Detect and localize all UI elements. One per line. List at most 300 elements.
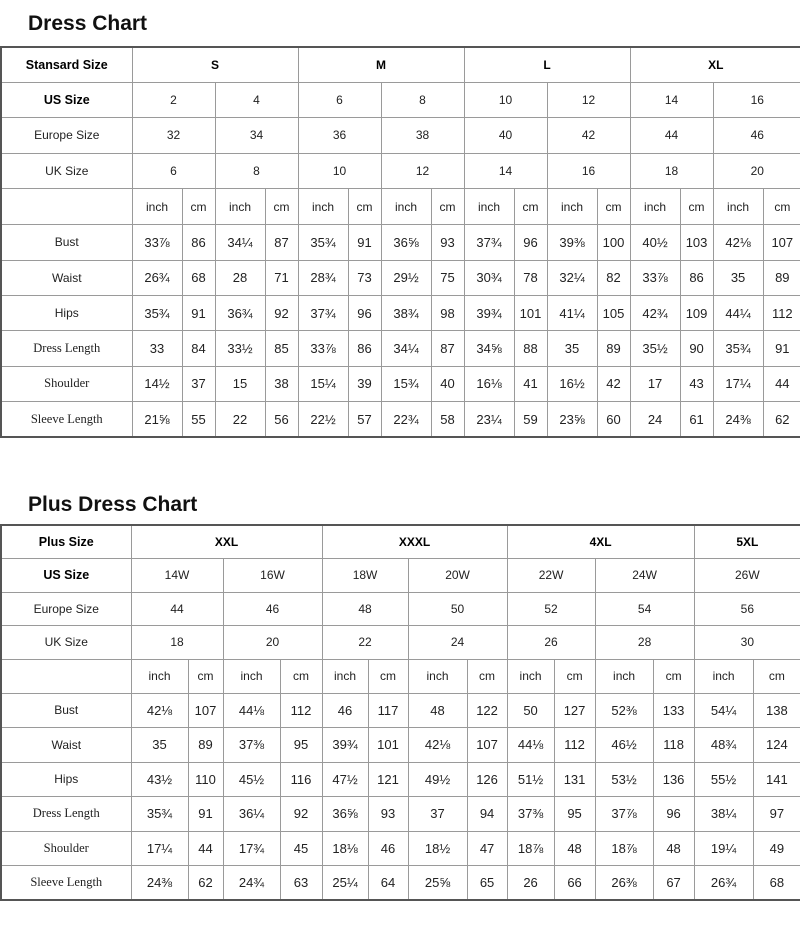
uk-size-row	[1, 153, 800, 188]
value-cm: 90	[680, 331, 713, 366]
size-group-header: XXXL	[322, 525, 507, 559]
value-inch: 49½	[408, 762, 467, 797]
value-inch: 28	[215, 260, 265, 295]
value-cm: 44	[763, 366, 800, 401]
value-cm: 84	[182, 331, 215, 366]
value-cm: 105	[597, 296, 630, 331]
value-inch: 28¾	[298, 260, 348, 295]
unit-cm: cm	[431, 188, 464, 224]
value-cm: 87	[265, 225, 298, 260]
value-inch: 34⅝	[464, 331, 514, 366]
value-inch: 33⅞	[630, 260, 680, 295]
unit-cm: cm	[597, 188, 630, 224]
value-inch: 37¾	[464, 225, 514, 260]
value-inch: 22½	[298, 402, 348, 437]
uk-size-value: 16	[547, 153, 630, 188]
value-inch: 17	[630, 366, 680, 401]
value-cm: 92	[265, 296, 298, 331]
value-cm: 96	[514, 225, 547, 260]
value-inch: 24¾	[223, 866, 280, 901]
value-cm: 118	[653, 728, 694, 763]
value-inch: 35	[713, 260, 763, 295]
us-size-row	[1, 82, 800, 117]
value-cm: 39	[348, 366, 381, 401]
value-inch: 33	[132, 331, 182, 366]
unit-cm: cm	[554, 659, 595, 693]
value-cm: 66	[554, 866, 595, 901]
value-cm: 110	[188, 762, 223, 797]
value-cm: 133	[653, 693, 694, 728]
value-inch: 40½	[630, 225, 680, 260]
value-inch: 44¼	[713, 296, 763, 331]
unit-inch: inch	[464, 188, 514, 224]
size-group-row	[1, 47, 800, 82]
europe-size-value: 56	[694, 592, 800, 626]
europe-size-row	[1, 118, 800, 153]
unit-inch: inch	[132, 188, 182, 224]
measure-row-waist	[1, 260, 800, 295]
unit-cm: cm	[188, 659, 223, 693]
uk-size-value: 14	[464, 153, 547, 188]
us-size-value: 6	[298, 82, 381, 117]
us-size-value: 2	[132, 82, 215, 117]
value-cm: 64	[368, 866, 408, 901]
europe-size-label: Europe Size	[1, 118, 132, 153]
value-inch: 42⅛	[713, 225, 763, 260]
unit-inch: inch	[131, 659, 188, 693]
value-inch: 36⅝	[381, 225, 431, 260]
value-cm: 89	[763, 260, 800, 295]
unit-cm: cm	[265, 188, 298, 224]
value-cm: 97	[753, 797, 800, 832]
value-cm: 75	[431, 260, 464, 295]
value-inch: 38¼	[694, 797, 753, 832]
us-size-value: 14W	[131, 559, 223, 593]
unit-inch: inch	[595, 659, 653, 693]
value-cm: 57	[348, 402, 381, 437]
value-inch: 39⅜	[547, 225, 597, 260]
uk-size-value: 6	[132, 153, 215, 188]
value-inch: 42⅛	[131, 693, 188, 728]
measure-label: Shoulder	[1, 831, 131, 866]
value-cm: 91	[763, 331, 800, 366]
size-group-header: 4XL	[507, 525, 694, 559]
us-size-label: US Size	[1, 82, 132, 117]
value-inch: 45½	[223, 762, 280, 797]
value-inch: 33⅞	[132, 225, 182, 260]
value-inch: 16⅛	[464, 366, 514, 401]
unit-inch: inch	[223, 659, 280, 693]
value-cm: 136	[653, 762, 694, 797]
value-inch: 34¼	[381, 331, 431, 366]
unit-cm: cm	[280, 659, 322, 693]
value-cm: 82	[597, 260, 630, 295]
value-inch: 17¼	[131, 831, 188, 866]
value-cm: 45	[280, 831, 322, 866]
uk-size-row	[1, 626, 800, 660]
measure-label: Waist	[1, 728, 131, 763]
value-inch: 50	[507, 693, 554, 728]
europe-size-value: 48	[322, 592, 408, 626]
value-cm: 116	[280, 762, 322, 797]
value-inch: 15¼	[298, 366, 348, 401]
europe-size-value: 32	[132, 118, 215, 153]
measure-label: Sleeve Length	[1, 402, 132, 437]
value-cm: 42	[597, 366, 630, 401]
value-cm: 100	[597, 225, 630, 260]
us-size-value: 4	[215, 82, 298, 117]
us-size-value: 24W	[595, 559, 694, 593]
value-inch: 30¾	[464, 260, 514, 295]
value-inch: 41¼	[547, 296, 597, 331]
unit-cm: cm	[514, 188, 547, 224]
unit-row-label	[1, 659, 131, 693]
value-inch: 26	[507, 866, 554, 901]
value-inch: 22	[215, 402, 265, 437]
value-cm: 37	[182, 366, 215, 401]
unit-cm: cm	[680, 188, 713, 224]
value-inch: 46½	[595, 728, 653, 763]
value-cm: 91	[348, 225, 381, 260]
value-cm: 91	[182, 296, 215, 331]
value-inch: 18⅞	[595, 831, 653, 866]
dress-chart-title: Dress Chart	[28, 12, 148, 35]
size-group-header: M	[298, 47, 464, 82]
value-cm: 62	[188, 866, 223, 901]
value-inch: 48	[408, 693, 467, 728]
uk-size-value: 18	[630, 153, 713, 188]
europe-size-value: 36	[298, 118, 381, 153]
value-cm: 71	[265, 260, 298, 295]
uk-size-value: 18	[131, 626, 223, 660]
value-inch: 26¾	[694, 866, 753, 901]
value-cm: 44	[188, 831, 223, 866]
value-inch: 19¼	[694, 831, 753, 866]
value-inch: 43½	[131, 762, 188, 797]
value-cm: 141	[753, 762, 800, 797]
value-cm: 60	[597, 402, 630, 437]
value-inch: 23⅝	[547, 402, 597, 437]
measure-row-waist	[1, 728, 800, 763]
value-cm: 55	[182, 402, 215, 437]
value-inch: 24	[630, 402, 680, 437]
value-cm: 107	[467, 728, 507, 763]
measure-label: Sleeve Length	[1, 866, 131, 901]
uk-size-value: 10	[298, 153, 381, 188]
uk-size-value: 24	[408, 626, 507, 660]
plus-dress-chart-table	[0, 524, 800, 901]
value-cm: 61	[680, 402, 713, 437]
unit-inch: inch	[408, 659, 467, 693]
value-cm: 56	[265, 402, 298, 437]
value-inch: 33⅞	[298, 331, 348, 366]
europe-size-label: Europe Size	[1, 592, 131, 626]
value-cm: 121	[368, 762, 408, 797]
value-cm: 98	[431, 296, 464, 331]
value-inch: 35¾	[298, 225, 348, 260]
value-inch: 22¾	[381, 402, 431, 437]
value-cm: 112	[763, 296, 800, 331]
measure-row-sleeve-length	[1, 402, 800, 437]
size-group-row	[1, 525, 800, 559]
value-inch: 37¾	[298, 296, 348, 331]
value-cm: 112	[280, 693, 322, 728]
value-cm: 93	[368, 797, 408, 832]
unit-cm: cm	[348, 188, 381, 224]
size-group-header: XL	[630, 47, 800, 82]
value-cm: 87	[431, 331, 464, 366]
value-cm: 95	[554, 797, 595, 832]
unit-inch: inch	[298, 188, 348, 224]
value-inch: 36⅝	[322, 797, 368, 832]
value-cm: 107	[188, 693, 223, 728]
unit-cm: cm	[368, 659, 408, 693]
value-cm: 127	[554, 693, 595, 728]
value-inch: 55½	[694, 762, 753, 797]
uk-size-value: 8	[215, 153, 298, 188]
value-cm: 96	[348, 296, 381, 331]
value-inch: 18½	[408, 831, 467, 866]
value-inch: 35½	[630, 331, 680, 366]
value-cm: 117	[368, 693, 408, 728]
us-size-value: 16W	[223, 559, 322, 593]
europe-size-value: 50	[408, 592, 507, 626]
unit-cm: cm	[763, 188, 800, 224]
value-inch: 21⅝	[132, 402, 182, 437]
value-cm: 47	[467, 831, 507, 866]
value-cm: 131	[554, 762, 595, 797]
unit-inch: inch	[322, 659, 368, 693]
value-inch: 17¼	[713, 366, 763, 401]
value-inch: 24⅜	[131, 866, 188, 901]
value-cm: 138	[753, 693, 800, 728]
value-cm: 103	[680, 225, 713, 260]
value-cm: 38	[265, 366, 298, 401]
value-inch: 37⅞	[595, 797, 653, 832]
value-inch: 35¾	[132, 296, 182, 331]
uk-size-value: 30	[694, 626, 800, 660]
uk-size-value: 20	[223, 626, 322, 660]
value-inch: 39¾	[322, 728, 368, 763]
value-cm: 122	[467, 693, 507, 728]
europe-size-value: 40	[464, 118, 547, 153]
measure-row-hips	[1, 296, 800, 331]
value-cm: 78	[514, 260, 547, 295]
unit-inch: inch	[547, 188, 597, 224]
measure-label: Shoulder	[1, 366, 132, 401]
value-inch: 25⅝	[408, 866, 467, 901]
size-group-header: 5XL	[694, 525, 800, 559]
unit-cm: cm	[467, 659, 507, 693]
value-cm: 91	[188, 797, 223, 832]
unit-row-label	[1, 188, 132, 224]
europe-size-value: 42	[547, 118, 630, 153]
dress-chart-table	[0, 46, 800, 438]
value-cm: 68	[753, 866, 800, 901]
value-cm: 95	[280, 728, 322, 763]
value-cm: 41	[514, 366, 547, 401]
value-inch: 51½	[507, 762, 554, 797]
size-row-label: Stansard Size	[1, 47, 132, 82]
value-inch: 29½	[381, 260, 431, 295]
europe-size-value: 34	[215, 118, 298, 153]
value-cm: 62	[763, 402, 800, 437]
unit-cm: cm	[653, 659, 694, 693]
value-inch: 53½	[595, 762, 653, 797]
value-cm: 101	[368, 728, 408, 763]
value-inch: 15¾	[381, 366, 431, 401]
uk-size-value: 22	[322, 626, 408, 660]
value-inch: 35	[131, 728, 188, 763]
value-cm: 94	[467, 797, 507, 832]
measure-label: Hips	[1, 296, 132, 331]
value-inch: 42¾	[630, 296, 680, 331]
measure-row-hips	[1, 762, 800, 797]
uk-size-value: 26	[507, 626, 595, 660]
value-inch: 17¾	[223, 831, 280, 866]
value-cm: 126	[467, 762, 507, 797]
value-inch: 32¼	[547, 260, 597, 295]
us-size-value: 26W	[694, 559, 800, 593]
value-inch: 24⅜	[713, 402, 763, 437]
value-cm: 92	[280, 797, 322, 832]
us-size-value: 22W	[507, 559, 595, 593]
value-cm: 101	[514, 296, 547, 331]
measure-label: Bust	[1, 225, 132, 260]
us-size-value: 10	[464, 82, 547, 117]
value-cm: 93	[431, 225, 464, 260]
value-cm: 59	[514, 402, 547, 437]
value-cm: 48	[653, 831, 694, 866]
value-inch: 52⅜	[595, 693, 653, 728]
value-inch: 54¼	[694, 693, 753, 728]
value-cm: 89	[188, 728, 223, 763]
value-cm: 96	[653, 797, 694, 832]
measure-row-dress-length	[1, 797, 800, 832]
value-cm: 58	[431, 402, 464, 437]
value-cm: 112	[554, 728, 595, 763]
measure-row-dress-length	[1, 331, 800, 366]
us-size-row	[1, 559, 800, 593]
measure-label: Hips	[1, 762, 131, 797]
value-cm: 89	[597, 331, 630, 366]
value-inch: 16½	[547, 366, 597, 401]
value-cm: 49	[753, 831, 800, 866]
value-inch: 26⅜	[595, 866, 653, 901]
value-cm: 68	[182, 260, 215, 295]
us-size-value: 18W	[322, 559, 408, 593]
value-inch: 37	[408, 797, 467, 832]
unit-row	[1, 659, 800, 693]
value-inch: 44⅛	[223, 693, 280, 728]
value-cm: 86	[182, 225, 215, 260]
value-inch: 25¼	[322, 866, 368, 901]
us-size-value: 8	[381, 82, 464, 117]
value-inch: 18⅛	[322, 831, 368, 866]
europe-size-row	[1, 592, 800, 626]
value-inch: 23¼	[464, 402, 514, 437]
value-inch: 37⅜	[507, 797, 554, 832]
value-inch: 36¾	[215, 296, 265, 331]
size-row-label: Plus Size	[1, 525, 131, 559]
value-cm: 73	[348, 260, 381, 295]
value-inch: 42⅛	[408, 728, 467, 763]
us-size-value: 20W	[408, 559, 507, 593]
measure-row-bust	[1, 225, 800, 260]
europe-size-value: 38	[381, 118, 464, 153]
measure-row-shoulder	[1, 366, 800, 401]
uk-size-label: UK Size	[1, 153, 132, 188]
value-cm: 48	[554, 831, 595, 866]
measure-label: Waist	[1, 260, 132, 295]
value-inch: 34¼	[215, 225, 265, 260]
uk-size-value: 12	[381, 153, 464, 188]
measure-label: Bust	[1, 693, 131, 728]
unit-inch: inch	[630, 188, 680, 224]
measure-label: Dress Length	[1, 331, 132, 366]
value-cm: 40	[431, 366, 464, 401]
measure-row-bust	[1, 693, 800, 728]
europe-size-value: 46	[223, 592, 322, 626]
europe-size-value: 44	[131, 592, 223, 626]
value-inch: 44⅛	[507, 728, 554, 763]
unit-cm: cm	[753, 659, 800, 693]
europe-size-value: 46	[713, 118, 800, 153]
value-inch: 48¾	[694, 728, 753, 763]
value-inch: 46	[322, 693, 368, 728]
value-inch: 35¾	[713, 331, 763, 366]
uk-size-value: 28	[595, 626, 694, 660]
measure-row-sleeve-length	[1, 866, 800, 901]
us-size-value: 12	[547, 82, 630, 117]
unit-inch: inch	[694, 659, 753, 693]
value-cm: 109	[680, 296, 713, 331]
size-group-header: XXL	[131, 525, 322, 559]
unit-cm: cm	[182, 188, 215, 224]
value-inch: 26¾	[132, 260, 182, 295]
value-cm: 65	[467, 866, 507, 901]
unit-inch: inch	[713, 188, 763, 224]
value-cm: 63	[280, 866, 322, 901]
us-size-label: US Size	[1, 559, 131, 593]
value-inch: 37⅜	[223, 728, 280, 763]
uk-size-label: UK Size	[1, 626, 131, 660]
value-inch: 33½	[215, 331, 265, 366]
us-size-value: 14	[630, 82, 713, 117]
value-cm: 46	[368, 831, 408, 866]
value-cm: 86	[680, 260, 713, 295]
value-inch: 18⅞	[507, 831, 554, 866]
value-cm: 124	[753, 728, 800, 763]
europe-size-value: 54	[595, 592, 694, 626]
value-inch: 15	[215, 366, 265, 401]
plus-dress-chart-title: Plus Dress Chart	[28, 493, 198, 516]
size-group-header: S	[132, 47, 298, 82]
value-cm: 88	[514, 331, 547, 366]
measure-row-shoulder	[1, 831, 800, 866]
value-inch: 35	[547, 331, 597, 366]
value-cm: 43	[680, 366, 713, 401]
value-inch: 47½	[322, 762, 368, 797]
value-inch: 36¼	[223, 797, 280, 832]
unit-inch: inch	[215, 188, 265, 224]
value-inch: 35¾	[131, 797, 188, 832]
unit-row	[1, 188, 800, 224]
value-inch: 14½	[132, 366, 182, 401]
value-cm: 85	[265, 331, 298, 366]
measure-label: Dress Length	[1, 797, 131, 832]
us-size-value: 16	[713, 82, 800, 117]
